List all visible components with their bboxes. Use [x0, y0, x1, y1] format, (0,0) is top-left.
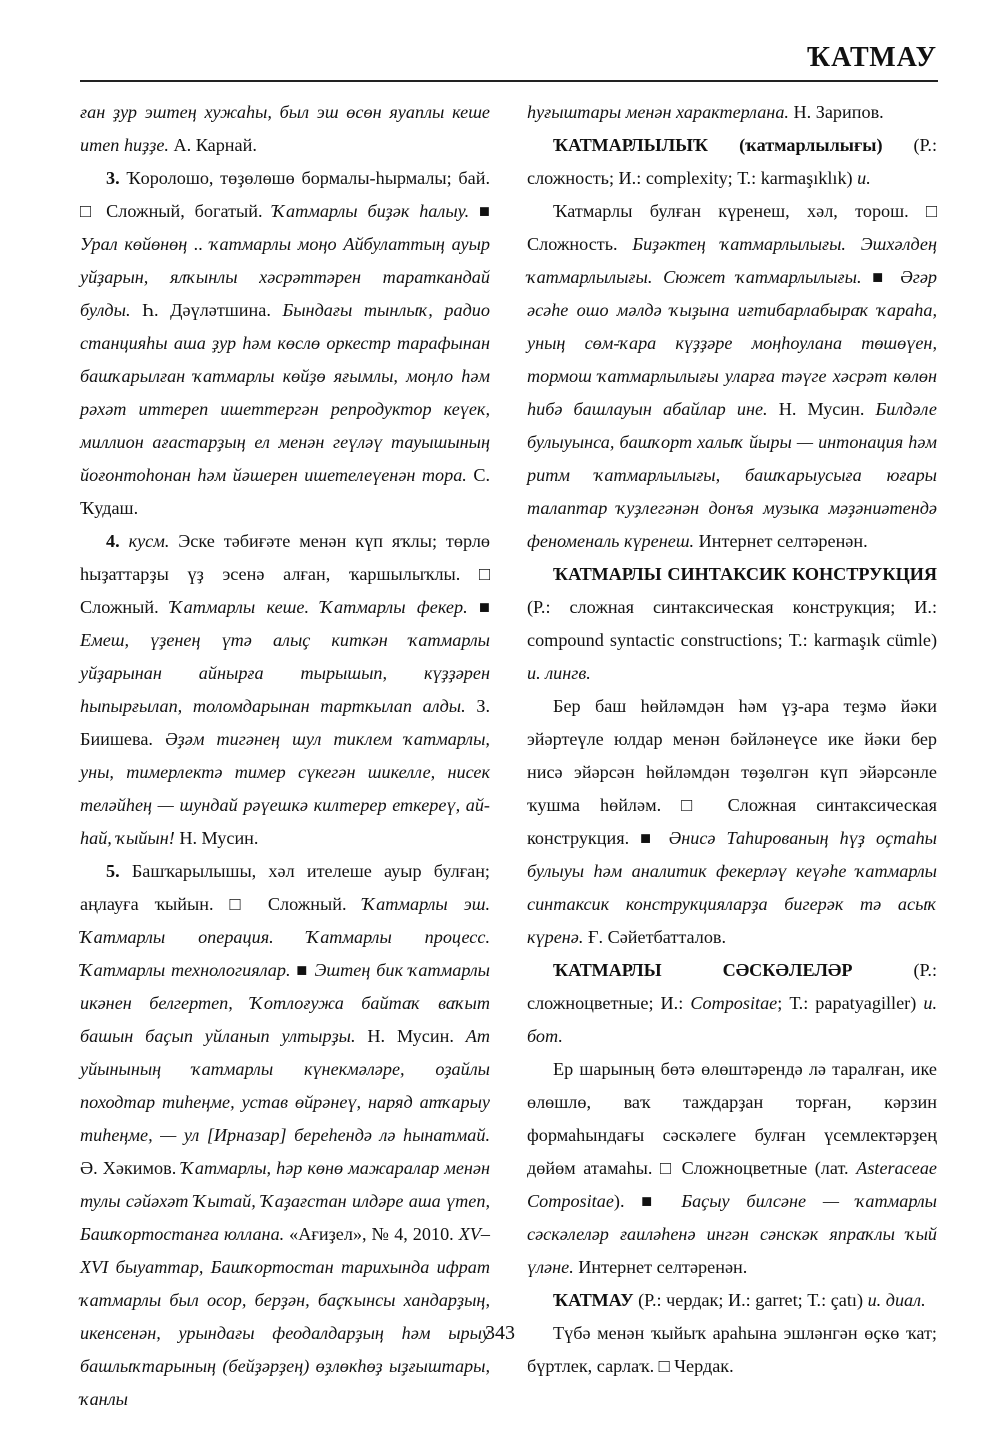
quote-source: Н. Зарипов.: [788, 102, 884, 122]
quote: Билдәле булыуынса, башҡорт халыҡ йыры — интонация һәм ритм ҡатмарлылығы, башҡарыусыға юғары талаптар ҡуҙлегәнән донъя музыка мәҙәниәтендә феноменаль күренеш.: [527, 399, 937, 551]
latin-term: Asteraceae Compositae: [527, 1158, 937, 1211]
translations: (Р.: чердак; И.: garret; Т.: çatı): [633, 1290, 868, 1310]
square-marker: ■: [290, 960, 315, 980]
header-rule: [80, 80, 938, 82]
quote-source: З. Биишева.: [80, 696, 490, 749]
definition: Эске тәбиғәте менән күп яҡлы; төрлө һыҙаттарҙы үҙ эсенә алған, ҡаршылыҡлы. □ Сложный.: [80, 531, 490, 617]
entry-continuation: [80, 96, 490, 162]
quote: XV–XVI быуаттар, Башҡортостан тарихында ифрат ҡатмарлы был осор, берҙән, баҫҡынсы хандарҙың, икенсенән, урындағы феодалдарҙың һәм ырыу башлыҡтарының (бейҙәрҙең) өҙлөкһөҙ ыҙғыштары, ҡанлы: [80, 1224, 491, 1409]
quote-source: Һ. Дәүләтшина.: [130, 300, 283, 320]
quote: Баҫыу билсәне — ҡатмарлы сәскәлеләр ғаиләһенә ингән сәнскәк япраҡлы ҡый үләне.: [527, 1191, 937, 1277]
quote: Ҡатмарлы, һәр көнө мажаралар менән тулы сәйәхәт Ҡытай, Ҡаҙағстан илдәре аша үтеп, Башҡортостанға юллана.: [80, 1158, 491, 1244]
label: кусм.: [128, 531, 170, 551]
left-column: [80, 96, 490, 1416]
sense-number: 3.: [106, 168, 120, 188]
entry-definition: [527, 690, 937, 954]
quote: Әнисә Таһированың һүҙ оҫтаһы булыуы һәм аналитик фекерләү кеүәһе ҡатмарлы синтаксик конструкцияларҙа бигерәк тә асыҡ күренә.: [527, 828, 937, 947]
sense-number: 4.: [106, 531, 120, 551]
entry-definition: [527, 195, 937, 558]
translations: (Р.: сложноцветные; И.:: [527, 960, 937, 1013]
quote: Емеш, үҙенең үтә алыҫ киткән ҡатмарлы уйҙарынан айнырға тырышып, күҙҙәрен һыпырғылап, толомдарынан тарткылап алды.: [80, 630, 490, 716]
entry-katmarly-sintaksik-konstrukciya: [527, 558, 937, 690]
quote-source: Н. Мусин.: [174, 828, 259, 848]
quote: Әҙәм тигәнең шул тиклем ҡатмарлы, уны, тимерлектә тимер сүкегән шикелле, нисек теләйһең — шундай рәүешкә килтерер еткереү, ай-һай, ҡыйын!: [80, 729, 490, 848]
square-marker: ■: [861, 267, 901, 287]
quote: Ат уйынының ҡатмарлы күнекмәләре, оҙайлы походтар тиһеңме, устав өйрәнеү, наряд атҡарыу тиһеңме, — ул [Ирназар] береһендә лә һынатмай.: [80, 1026, 490, 1145]
square-marker: ■: [467, 597, 490, 617]
definition: Башҡарылышы, хәл ителеше ауыр булған; аңлауға ҡыйын. □ Сложный.: [80, 861, 490, 914]
entry-definition: [527, 1053, 937, 1284]
part-of-speech: и.: [857, 168, 871, 188]
quote: Урал көйөнөң .. ҡатмарлы моңо Айбулаттың ауыр уйҙарын, ялҡынлы хәсрәттәрен тараткандай булды.: [80, 234, 490, 320]
headword: ҠАТМАУ: [553, 1290, 634, 1310]
part-of-speech: и. бот.: [527, 993, 937, 1046]
quote-source: Ғ. Сәйетбатталов.: [583, 927, 727, 947]
translations: (Р.: сложность; И.: complexity; Т.: karmaşıklık): [527, 135, 937, 188]
translations: (Р.: сложная синтаксическая конструкция; И.: compound syntactic constructions; Т.: karmaşık cümle): [527, 597, 937, 650]
square-marker: ■: [624, 1191, 682, 1211]
definition: Ҡоролошо, төҙөлөшө бормалы-һырмалы; бай. □ Сложный, богатый.: [80, 168, 490, 221]
quote-source: Интернет селтәренән.: [573, 1257, 748, 1277]
definition: ).: [613, 1191, 625, 1211]
entry-katmau: [527, 1284, 937, 1317]
quote: һуғыштары менән характерлана.: [527, 102, 789, 122]
example: Ҡатмарлы кеше. Ҡатмарлы фекер.: [169, 597, 468, 617]
definition: Ер шарының бөтә өлөштәрендә лә таралған, ике өлөшлө, ваҡ таждарҙан торған, кәрзин формаһындағы сәскәлеге булған үсемлектәрҙең дөйөм атамаһы. □ Сложноцветные (лат.: [527, 1059, 937, 1178]
sense-3: [80, 162, 490, 525]
definition: Бер баш һөйләмдән һәм үҙ-ара теҙмә йәки эйәртеүле юлдар менән бәйләнеүсе ике йәки бер нисә эйәрсән һөйләмдән төҙөлгән күп эйәрсәнле ҡушма һөйләм. □ Сложная синтаксическая конструкция.: [527, 696, 937, 848]
page-number: 343: [485, 1322, 515, 1344]
quote: Эштең бик ҡатмарлы икәнен белгертеп, Ҡотлоғужа байтаҡ ваҡыт башын баҫып уйланып ултырҙы.: [80, 960, 490, 1046]
quote-source: Интернет селтәренән.: [694, 531, 868, 551]
example: Биҙәктең ҡатмарлылығы. Эшхәлдең ҡатмарлылығы. Сюжет ҡатмарлылығы.: [527, 234, 937, 287]
quote: Бындағы тынлыҡ, радио станцияһы аша ҙур һәм көслө оркестр тарафынан башҡарылған ҡатмарлы көйҙө яғымлы, моңло һәм рәхәт иттереп ишеттергән репродуктор кеүек, миллион ағастарҙың ел менән геүләү тауышының йоғонтоһонан һәм йәшерен ишетелеүенән тора.: [80, 300, 490, 485]
quote-source: «Ағиҙел», № 4, 2010.: [284, 1224, 459, 1244]
headword: ҠАТМАРЛЫЛЫҠ: [553, 135, 709, 155]
right-column: [527, 96, 937, 1383]
translations: ; Т.: papatyagiller): [777, 993, 924, 1013]
latin-term: Compositae: [690, 993, 778, 1013]
entry-katmarlylyk: [527, 129, 937, 195]
definition: Ҡатмарлы булған күренеш, хәл, торош. □ Сложность.: [527, 201, 937, 254]
quote-source: А. Карнай.: [168, 135, 257, 155]
quote: Әгәр әсәһе ошо мәлдә ҡыҙына иғтибарлабыраҡ ҡараһа, уның сөм-ҡара күҙҙәре моңһоулана төшөүен, тормош ҡатмарлылығы уларға тәүге хәсрәт көлөн һибә башлауын абайлар ине.: [527, 267, 937, 419]
sense-4: [80, 525, 490, 855]
sense-number: 5.: [106, 861, 120, 881]
quote-source: Н. Мусин.: [767, 399, 876, 419]
entry-katmarly-seskeleler: [527, 954, 937, 1053]
example: Ҡатмарлы эш. Ҡатмарлы операция. Ҡатмарлы процесс. Ҡатмарлы технологиялар.: [80, 894, 490, 980]
running-header: ҠАТМАУ: [806, 42, 937, 73]
part-of-speech: и. диал.: [867, 1290, 926, 1310]
square-marker: ■: [629, 828, 669, 848]
headword: ҠАТМАРЛЫ СӘСКӘЛЕЛӘР: [553, 960, 853, 980]
square-marker: ■: [469, 201, 490, 221]
definition: Түбә менән ҡыйыҡ араһына эшләнгән өҫкө ҡат; бүртлек, сарлаҡ. □ Чердак.: [527, 1323, 937, 1376]
quote-source: С. Ҡудаш.: [80, 465, 490, 518]
example: Ҡатмарлы биҙәк һалыу.: [272, 201, 470, 221]
quote-source: Н. Мусин.: [355, 1026, 466, 1046]
entry-continuation: [527, 96, 937, 129]
part-of-speech: и. лингв.: [527, 663, 591, 683]
headword: ҠАТМАРЛЫ СИНТАКСИК КОНСТРУКЦИЯ: [553, 564, 937, 584]
quote: ған ҙур эштең хужаһы, был эш өсөн яуаплы кеше итеп һиҙҙе.: [80, 102, 490, 155]
headword-form: (ҡатмарлылығы): [708, 135, 883, 155]
quote-source: Ә. Хәкимов.: [80, 1158, 182, 1178]
